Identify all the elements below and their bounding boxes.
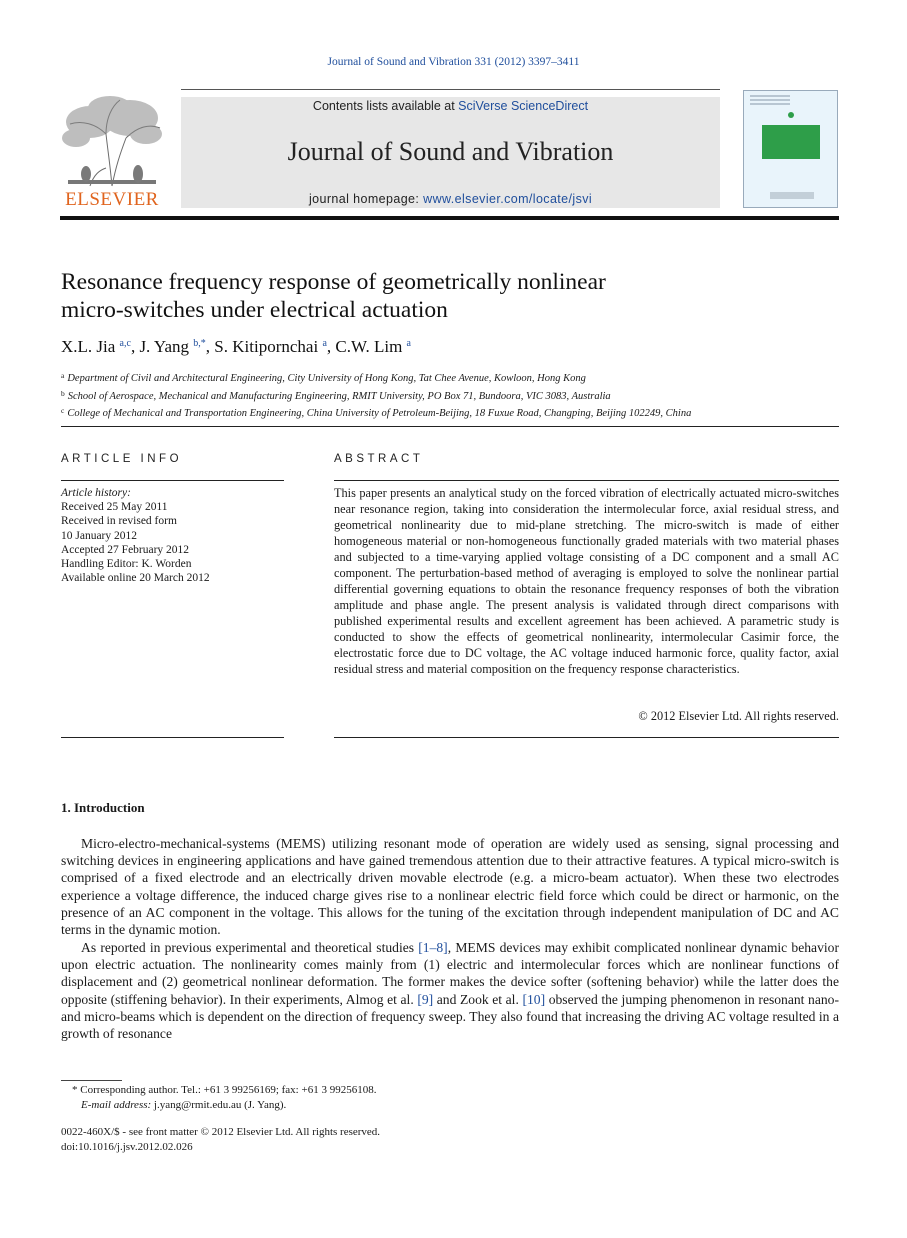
affiliation-text: Department of Civil and Architectural Engineering, City University of Hong Kong, Tat Chee Avenue, Kowloon, Hong Kong xyxy=(67,373,586,384)
publisher-wordmark: ELSEVIER xyxy=(65,189,159,210)
affiliation-item xyxy=(61,387,691,405)
abstract-rule xyxy=(334,480,839,481)
author-name[interactable]: C.W. Lim xyxy=(335,337,403,356)
email-address[interactable]: j.yang@rmit.edu.au (J. Yang). xyxy=(151,1099,287,1111)
intro-paragraph-1: Micro-electro-mechanical-systems (MEMS) utilizing resonant mode of operation are widely used as sensing, signal processing and switching devices in engineering applications and have gained tremendous attention due to their attractive features. A typical micro-switch is comprised of a fixed electrode and an electrically driven movable electrode (e.g. a micro-beam actuator). When these two electrodes experience a voltage difference, the induced charge gives rise to a nonlinear electric field force which could be direct or harmonic, on the presence of an AC component in the voltage. This allows for the tuning of the excitation through independent manipulation of DC and AC terms in the dynamic motion. xyxy=(61,836,839,938)
author-separator: , xyxy=(205,337,215,356)
journal-title: Journal of Sound and Vibration xyxy=(287,137,614,166)
sciencedirect-link[interactable]: SciVerse ScienceDirect xyxy=(458,99,589,113)
corresponding-author-note: * Corresponding author. Tel.: +61 3 99256169; fax: +61 3 99256108. xyxy=(72,1084,377,1096)
affiliation-mark: c xyxy=(61,406,65,415)
para-text: and Zook et al. xyxy=(433,991,523,1007)
abstract-copyright: © 2012 Elsevier Ltd. All rights reserved. xyxy=(638,709,839,723)
affiliations xyxy=(61,369,691,422)
affiliation-mark: b xyxy=(61,388,65,398)
email-note xyxy=(81,1098,286,1113)
cover-title-block xyxy=(762,125,820,159)
article-info-label: ARTICLE INFO xyxy=(61,453,183,465)
abstract-label: ABSTRACT xyxy=(334,453,424,465)
author-affiliation-mark[interactable]: b,* xyxy=(193,338,206,349)
affiliation-mark: a xyxy=(61,371,65,380)
history-item: Handling Editor: K. Worden xyxy=(61,558,192,571)
author-name[interactable]: J. Yang xyxy=(139,337,190,356)
para-text: As reported in previous experimental and theoretical studies xyxy=(81,940,419,955)
abstract-bottom-rule xyxy=(334,737,839,738)
para-text: observed the jumping phenomenon in resonant nano- and micro-beams which is dependent on the direction of frequency sweep. They also found that increasing the driving AC voltage resulted in a growth of resonance xyxy=(61,991,839,1042)
article-history xyxy=(61,486,210,585)
cover-logo-dot xyxy=(788,112,794,118)
masthead-top-rule xyxy=(181,89,720,90)
citation-link[interactable]: [1–8] xyxy=(418,940,448,955)
affiliation-text: School of Aerospace, Mechanical and Manufacturing Engineering, RMIT University, PO Box 71, Bundoora, VIC 3083, Australia xyxy=(67,390,611,402)
journal-homepage-link[interactable]: www.elsevier.com/locate/jsvi xyxy=(423,192,593,206)
introduction-heading: 1. Introduction xyxy=(61,800,145,815)
history-heading: Article history: xyxy=(61,487,131,499)
author-name[interactable]: S. Kitipornchai xyxy=(214,337,319,356)
title-line-1: Resonance frequency response of geometrically nonlinear xyxy=(61,269,606,295)
citation-link[interactable]: [10] xyxy=(522,991,546,1007)
intro-paragraph-2 xyxy=(61,939,839,1042)
contents-prefix: Contents lists available at xyxy=(312,99,459,113)
author-list xyxy=(61,337,411,357)
front-matter-note: 0022-460X/$ - see front matter © 2012 Elsevier Ltd. All rights reserved. xyxy=(61,1126,381,1138)
cover-text-lines xyxy=(750,95,790,107)
author-separator: , xyxy=(130,337,140,356)
author-name[interactable]: X.L. Jia xyxy=(61,337,116,356)
affiliation-item xyxy=(61,369,691,387)
homepage-line xyxy=(181,192,720,206)
title-block-divider xyxy=(61,426,839,427)
doi-note[interactable]: doi:10.1016/j.jsv.2012.02.026 xyxy=(61,1141,193,1153)
masthead xyxy=(181,97,720,208)
history-item: Available online 20 March 2012 xyxy=(61,572,210,585)
email-label: E-mail address: xyxy=(81,1099,152,1111)
history-item: Received 25 May 2011 xyxy=(61,501,168,514)
footnote-rule xyxy=(61,1080,122,1081)
author-affiliation-mark[interactable]: a xyxy=(406,338,411,349)
journal-cover-thumbnail[interactable] xyxy=(743,90,838,208)
author-affiliation-mark[interactable]: a,c xyxy=(119,338,131,349)
affiliation-text: College of Mechanical and Transportation Engineering, China University of Petroleum-Beijing, 18 Fuxue Road, Changping, Beijing 102249, China xyxy=(67,408,692,419)
affiliation-item xyxy=(61,404,691,422)
para-text: , MEMS devices may exhibit complicated nonlinear dynamic behavior upon electric actuation. The nonlinearity comes mainly from (1) electric and intermolecular forces which are nonlinear functions of displacement and (2) geometrical nonlinear deformation. The former makes the device softer (softening behavior) while the latter does the opposite (stiffening behavior). In their experiments, Almog et al. xyxy=(61,940,839,1007)
author-separator: , xyxy=(326,337,336,356)
author-affiliation-mark[interactable]: a xyxy=(322,338,327,349)
history-item: 10 January 2012 xyxy=(61,529,138,542)
history-item: Accepted 27 February 2012 xyxy=(61,543,190,556)
citation-link[interactable]: [9] xyxy=(417,991,434,1007)
abstract-text: This paper presents an analytical study on the forced vibration of electrically actuated micro-switches near resonance region, taking into consideration the intermolecular force, axial residual stress, and geometrical nonlinearity due to mid-plane stretching. The micro-switch is made of either homogeneous material or non-homogeneous functionally graded materials with two material phases and subjected to a time-varying applied voltage consisting of a DC component and a small AC component. The perturbation-based method of averaging is employed to solve the nonlinear partial differential governing equations to obtain the resonance frequency responses of both the vibration amplitude and phase angle. The present analysis is validated through direct comparisons with published experimental results and excellent agreement has been achieved. A parametric study is conducted to show the effects of geometrical nonlinearity, intermolecular Casimir force, the electrostatic force due to DC voltage, the AC voltage induced harmonic force, quality factor, axial residual stress and material composition on the frequency response characteristics. xyxy=(334,486,839,676)
contents-line xyxy=(181,99,720,113)
title-line-2: micro-switches under electrical actuation xyxy=(61,297,448,323)
history-item: Received in revised form xyxy=(61,515,177,528)
article-info-rule xyxy=(61,480,284,481)
article-title xyxy=(61,268,821,324)
header-rule xyxy=(60,216,839,220)
cover-footer-mark xyxy=(770,192,814,199)
homepage-prefix: journal homepage: xyxy=(308,192,424,206)
journal-citation[interactable]: Journal of Sound and Vibration 331 (2012) 3397–3411 xyxy=(327,56,580,68)
article-info-bottom-rule xyxy=(61,737,284,738)
